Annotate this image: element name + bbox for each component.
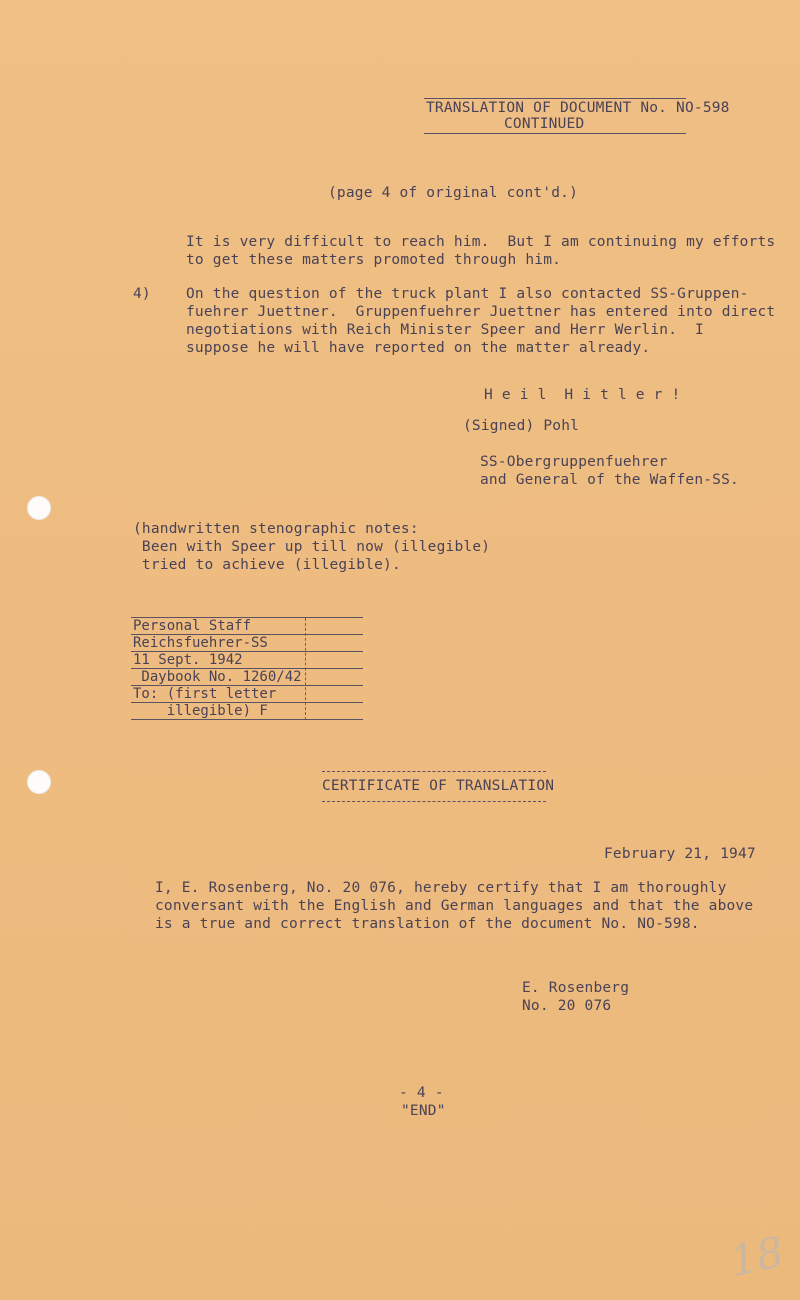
paragraph-line: It is very difficult to reach him. But I am continuing my efforts — [186, 234, 776, 250]
rank-line: and General of the Waffen-SS. — [480, 472, 739, 488]
page-note: (page 4 of original cont'd.) — [328, 185, 579, 201]
notes-line: tried to achieve (illegible). — [133, 557, 401, 573]
stamp-row: Daybook No. 1260/42 — [131, 669, 363, 686]
salute: H e i l H i t l e r ! — [484, 387, 681, 403]
stamp-row: Reichsfuehrer-SS — [131, 635, 363, 652]
header-continued: CONTINUED — [504, 116, 585, 132]
notes-line: Been with Speer up till now (illegible) — [133, 539, 491, 555]
document-header — [424, 98, 730, 132]
item-line: fuehrer Juettner. Gruppenfuehrer Juettner has entered into direct — [186, 304, 776, 320]
registry-stamp — [131, 617, 363, 720]
header-top-rule — [424, 98, 686, 99]
translator-number: No. 20 076 — [522, 998, 612, 1014]
certificate-line: I, E. Rosenberg, No. 20 076, hereby certify that I am thoroughly — [155, 880, 727, 896]
punch-hole-top — [27, 496, 51, 520]
stamp-row: To: (first letter — [131, 686, 363, 703]
header-bottom-rule — [424, 133, 686, 134]
punch-hole-bottom — [27, 770, 51, 794]
certificate-line: conversant with the English and German languages and that the above — [155, 898, 754, 914]
item-line: suppose he will have reported on the matter already. — [186, 340, 651, 356]
item-line: On the question of the truck plant I also contacted SS-Gruppen- — [186, 286, 749, 302]
stamp-row: 11 Sept. 1942 — [131, 652, 363, 669]
item-number: 4) — [133, 286, 151, 302]
certificate-bottom-rule — [322, 801, 546, 802]
certificate-date: February 21, 1947 — [604, 846, 756, 862]
certificate-line: is a true and correct translation of the document No. NO-598. — [155, 916, 700, 932]
translator-name: E. Rosenberg — [522, 980, 630, 996]
item-line: negotiations with Reich Minister Speer and Herr Werlin. I — [186, 322, 704, 338]
certificate-title: CERTIFICATE OF TRANSLATION — [322, 778, 555, 794]
end-marker: "END" — [401, 1103, 446, 1119]
stamp-row: illegible) F — [131, 703, 363, 720]
pencil-page-mark: 18 — [725, 1226, 788, 1287]
rank-line: SS-Obergruppenfuehrer — [480, 454, 668, 470]
notes-line: (handwritten stenographic notes: — [133, 521, 419, 537]
header-title: TRANSLATION OF DOCUMENT No. NO-598 — [426, 100, 730, 116]
certificate-top-rule — [322, 771, 546, 772]
stamp-row: Personal Staff — [131, 618, 363, 635]
paragraph-line: to get these matters promoted through him. — [186, 252, 562, 268]
page-number: - 4 - — [399, 1085, 444, 1101]
signed-line: (Signed) Pohl — [463, 418, 580, 434]
